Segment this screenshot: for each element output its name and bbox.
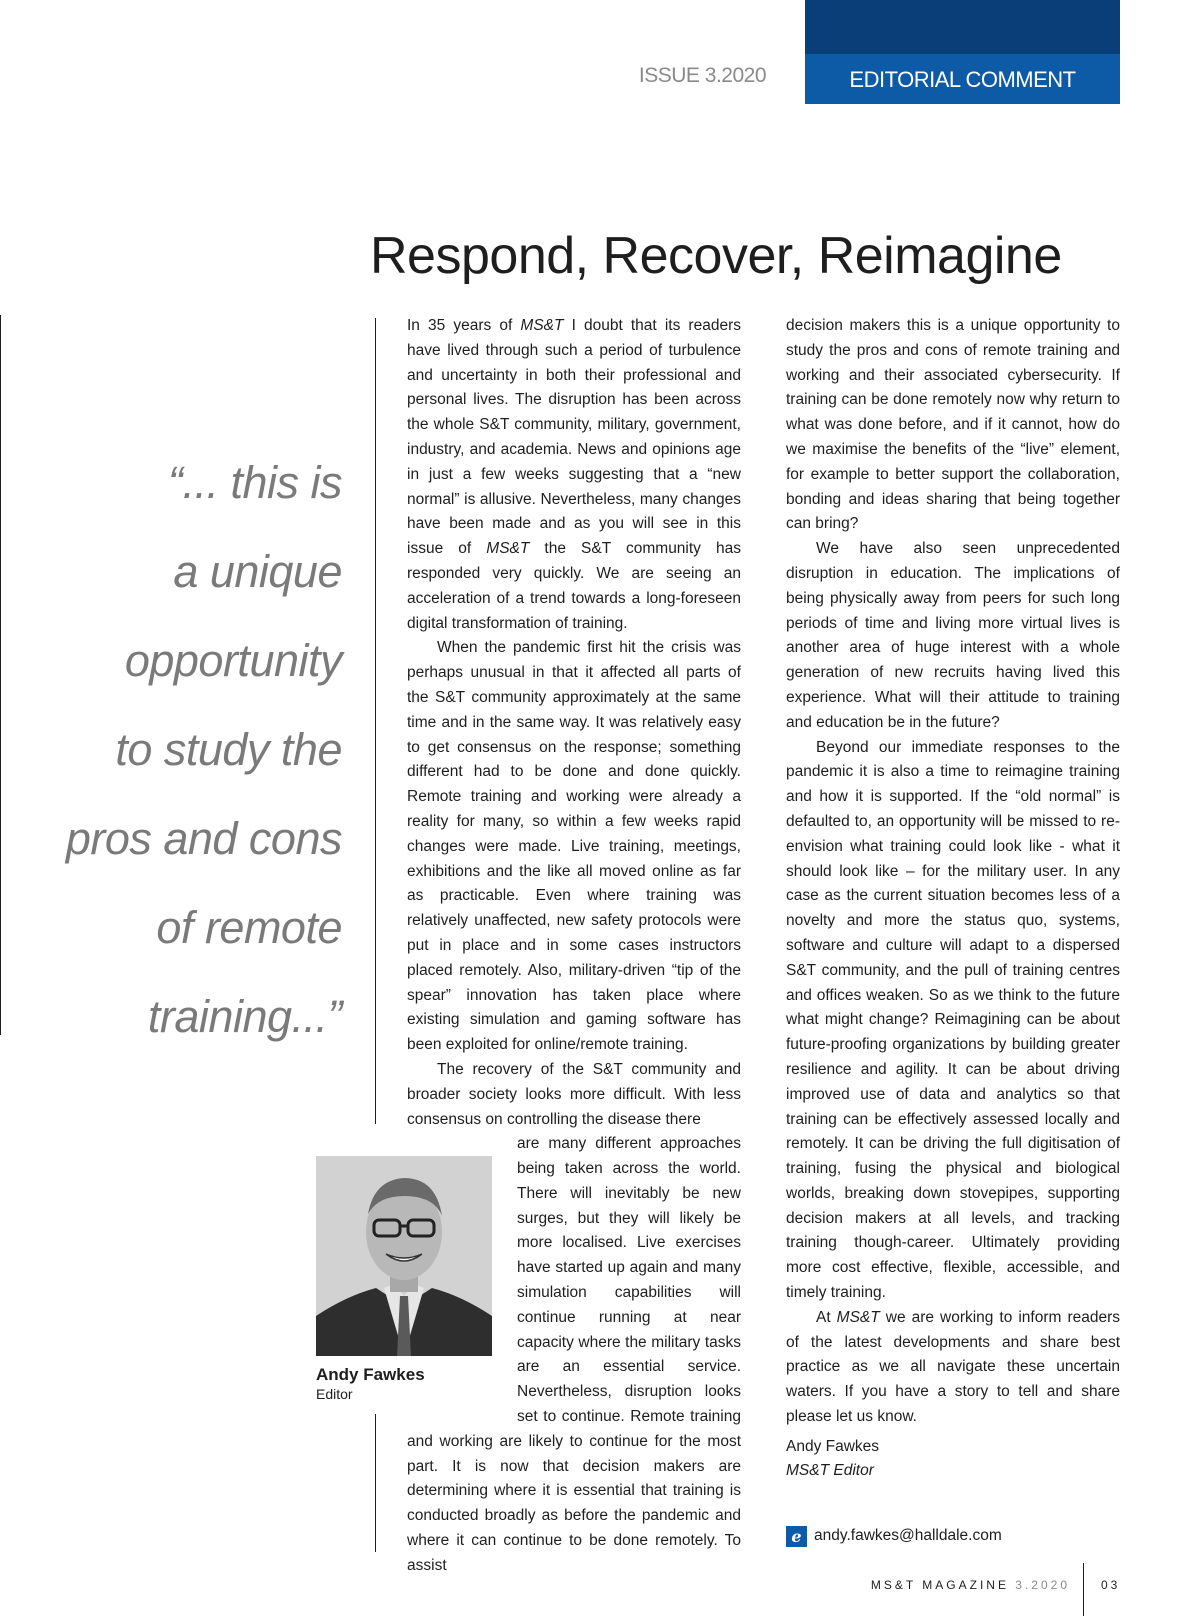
paragraph: The recovery of the S&T community and broader society looks more difficult. With less consensus on controlling the disease there <box>407 1060 741 1128</box>
text-run: we are working to inform readers of the latest developments and share best practice as we all navigate these uncertain waters. If you have a story to tell and share please let us know. <box>786 1308 1121 1426</box>
pull-quote-line: “... this is <box>167 457 342 508</box>
paragraph <box>407 314 741 636</box>
article-title: Respond, Recover, Reimagine <box>370 227 1062 285</box>
text-run: I doubt that its readers have lived through such a period of turbulence and uncertainty in both their professional and personal lives. The disruption has been across the whole S&T community, military, government, industry, and academia. News and opinions age in just a few weeks suggesting that a “new normal” is allusive. Nevertheless, many changes have been made and as you will see in this issue of <box>407 317 741 558</box>
footer-magazine-name: MS&T MAGAZINE <box>870 1578 1009 1592</box>
signature-title: MS&T Editor <box>786 1462 874 1479</box>
pull-quote-line: pros and cons <box>65 813 342 864</box>
paragraph <box>786 1306 1120 1430</box>
column-rule <box>375 318 376 1124</box>
email-link[interactable]: andy.fawkes@halldale.com <box>814 1527 1002 1544</box>
column-rule <box>375 1414 376 1552</box>
publication-name: MS&T <box>520 317 564 334</box>
paragraph: We have also seen unprecedented disruption in education. The implications of being physically away from peers for such long periods of time and living more virtual lives is another area of huge interest with a whole generation of new recruits having lived this experience. What will their attitude to training and education be in the future? <box>786 540 1120 731</box>
paragraph: When the pandemic first hit the crisis was perhaps unusual in that it affected all parts of the S&T community approximately at the same time and in the same way. It was relatively easy to get consensus on the response; something different had to be done and done quickly. Remote training and working were already a reality for many, so within a few weeks rapid changes were made. Live training, meetings, exhibitions and the like all moved online as far as practicable. Even where training was relatively unaffected, new safety protocols were put in place and in some cases instructors placed remotely. Also, military-driven “tip of the spear” innovation has taken place where existing simulation and gaming software has been exploited for online/remote training. <box>407 639 741 1054</box>
editor-role: Editor <box>316 1386 353 1402</box>
article-column-2 <box>786 314 1120 1430</box>
text-run: In 35 years of <box>407 317 521 334</box>
pull-quote-line: training...” <box>147 991 342 1042</box>
section-banner: EDITORIAL COMMENT <box>805 54 1120 104</box>
publication-name: MS&T <box>836 1308 880 1326</box>
pull-quote-line: to study the <box>115 724 342 775</box>
text-run: At <box>816 1308 837 1326</box>
paragraph: are many different approaches being taken across the world. There will inevitably be new surges, but they will likely be more localised. Live exercises have started up again and many simulation capabilities will continue running at near capacity where the military tasks are an essential service. Nevertheless, disruption looks set to continue. Remote training and working are likely to continue for the most part. It is now that decision makers are determining where it is essential that training is conducted broadly as before the pandemic and where it can continue to be done remotely. To assist <box>407 1135 741 1574</box>
text-run: the S&T community has responded very quickly. We are seeing an acceleration of a trend towards a long-foreseen digital transformation of training. <box>407 540 741 632</box>
footer-rule <box>1083 1563 1084 1616</box>
issue-label: ISSUE 3.2020 <box>638 64 766 87</box>
footer-issue: 3.2020 <box>1015 1578 1070 1592</box>
quote-rule <box>0 315 1 1035</box>
signature-name: Andy Fawkes <box>786 1438 880 1455</box>
paragraph: Beyond our immediate responses to the pandemic it is also a time to reimagine training and how it is supported. If the “old normal” is defaulted to, an opportunity will be missed to re-envision what training could look like - what it should look like – for the military user. In any case as the current situation becomes less of a novelty and more the status quo, systems, software and culture will adapt to a dispersed S&T community, and the pull of training centres and offices weaken. So as we think to the future what might change? Reimagining can be about future-proofing organizations by building greater resilience and agility. It can be about driving improved use of data and analytics so that training can be effectively assessed locally and remotely. It can be driving the full digitisation of training, fusing the physical and biological worlds, breaking down stovepipes, supporting decision makers at all levels, and tracking training though-career. Ultimately providing more cost effective, flexible, accessible, and timely training. <box>786 738 1120 1302</box>
email-icon: e <box>786 1526 807 1547</box>
publication-name: MS&T <box>486 540 530 558</box>
page-number: 03 <box>1101 1578 1121 1592</box>
footer-magazine <box>870 1578 1070 1592</box>
paragraph: decision makers this is a unique opportunity to study the pros and cons of remote training and working and their associated cybersecurity. If training can be done remotely now why return to what was done before, and if it cannot, how do we maximise the benefits of the “live” element, for example to better support the collaboration, bonding and ideas sharing that being together can bring? <box>786 317 1120 533</box>
pull-quote <box>40 438 342 1061</box>
pull-quote-line: a unique <box>173 546 342 597</box>
editor-portrait-image <box>316 1156 492 1356</box>
editor-name: Andy Fawkes <box>316 1365 425 1384</box>
article-column-1 <box>407 314 741 1579</box>
pull-quote-line: of remote <box>156 902 342 953</box>
editor-photo <box>316 1156 492 1356</box>
pull-quote-line: opportunity <box>124 635 342 686</box>
section-banner-top <box>805 0 1120 54</box>
